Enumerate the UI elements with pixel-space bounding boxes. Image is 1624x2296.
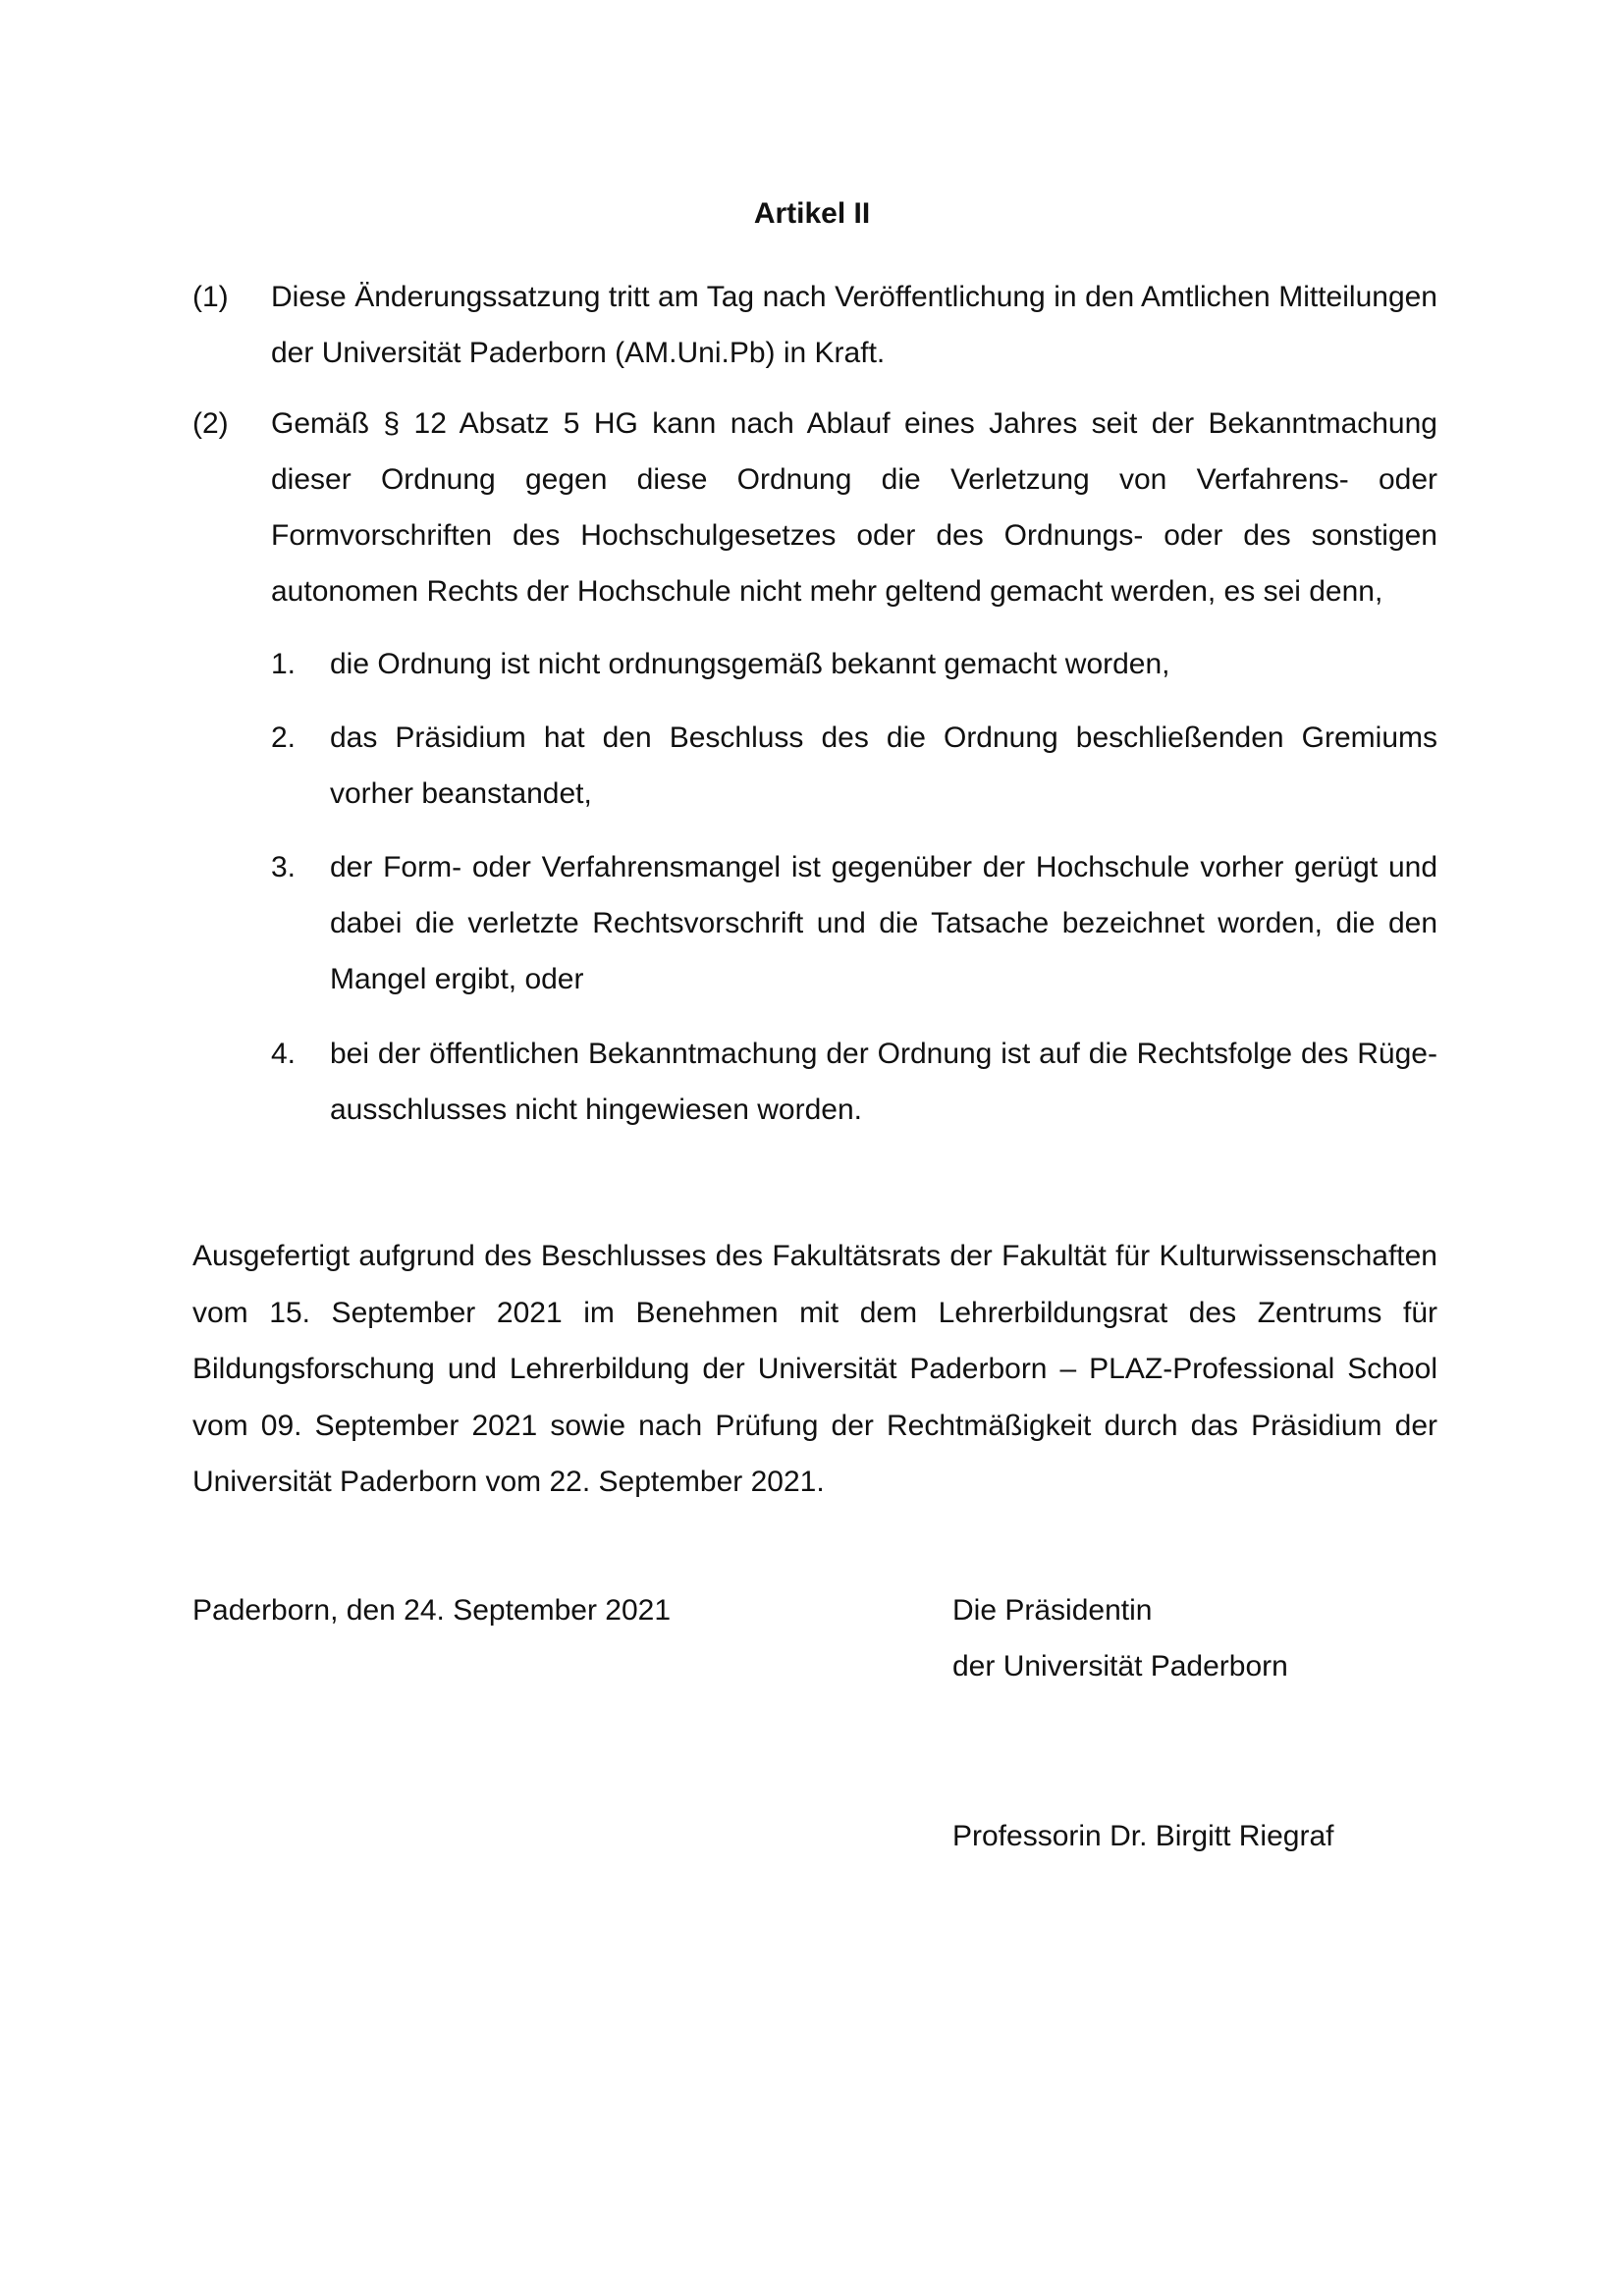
list-item-text: die Ordnung ist nicht ordnungsgemäß bekannt gemacht worden, xyxy=(330,648,1170,680)
article-heading: Artikel II xyxy=(753,197,871,230)
paragraph-number: (1) xyxy=(192,281,229,313)
closing-statement: Ausgefertigt aufgrund des Beschlusses des Fakultätsrats der Fakultät für Kulturwissenschaften vom 15. September 2021 im Benehmen mit dem Lehrerbildungsrat des Zentrums für Bildungsforschung und Lehrerbildung der Universität Paderborn – PLAZ-Professional School vom 09. September 2021 sowie nach Prüfung der Rechtmäßigkeit durch das Präsidium der Universität Paderborn vom 22. September 2021. xyxy=(192,1240,1437,1498)
list-item-text: bei der öffentlichen Bekanntmachung der Ordnung ist auf die Rechtsfolge des Rügeausschlusses nicht hingewiesen worden. xyxy=(330,1038,1437,1126)
signature-name: Professorin Dr. Birgitt Riegraf xyxy=(952,1820,1334,1852)
list-item-1 xyxy=(271,636,1437,692)
place-date: Paderborn, den 24. September 2021 xyxy=(192,1594,672,1627)
list-item-number: 1. xyxy=(271,648,297,680)
list-item-text: der Form- oder Verfahrensmangel ist gegenüber der Hochschule vorher gerügt und dabei die verletzte Rechtsvorschrift und die Tatsache bezeichnet worden, die den Mangel ergibt, oder xyxy=(330,851,1437,995)
list-item-text: das Präsidium hat den Beschluss des die Ordnung beschließenden Gremiums vorher beanstandet, xyxy=(330,721,1437,810)
paragraph-1 xyxy=(192,269,1437,381)
list-item-4 xyxy=(271,1026,1437,1138)
list-item-number: 3. xyxy=(271,851,297,883)
signature-role-line-1: Die Präsidentin xyxy=(952,1594,1153,1627)
signature-role-line-2: der Universität Paderborn xyxy=(952,1650,1288,1682)
list-item-number: 4. xyxy=(271,1038,297,1070)
paragraph-2 xyxy=(192,396,1437,619)
paragraph-text: Gemäß § 12 Absatz 5 HG kann nach Ablauf eines Jahres seit der Bekanntmachung dieser Ordnung gegen diese Ordnung die Verletzung von Verfahrens- oder Formvorschriften des Hochschulgesetzes oder des Ordnungs- oder des sonstigen autonomen Rechts der Hochschule nicht mehr geltend gemacht werden, es sei denn, xyxy=(271,407,1437,608)
paragraph-number: (2) xyxy=(192,407,229,440)
list-item-number: 2. xyxy=(271,721,297,754)
list-item-3 xyxy=(271,839,1437,1007)
list-item-2 xyxy=(271,710,1437,822)
paragraph-text: Diese Änderungssatzung tritt am Tag nach Veröffentlichung in den Amtlichen Mitteilungen der Universität Paderborn (AM.Uni.Pb) in Kraft. xyxy=(271,281,1437,369)
